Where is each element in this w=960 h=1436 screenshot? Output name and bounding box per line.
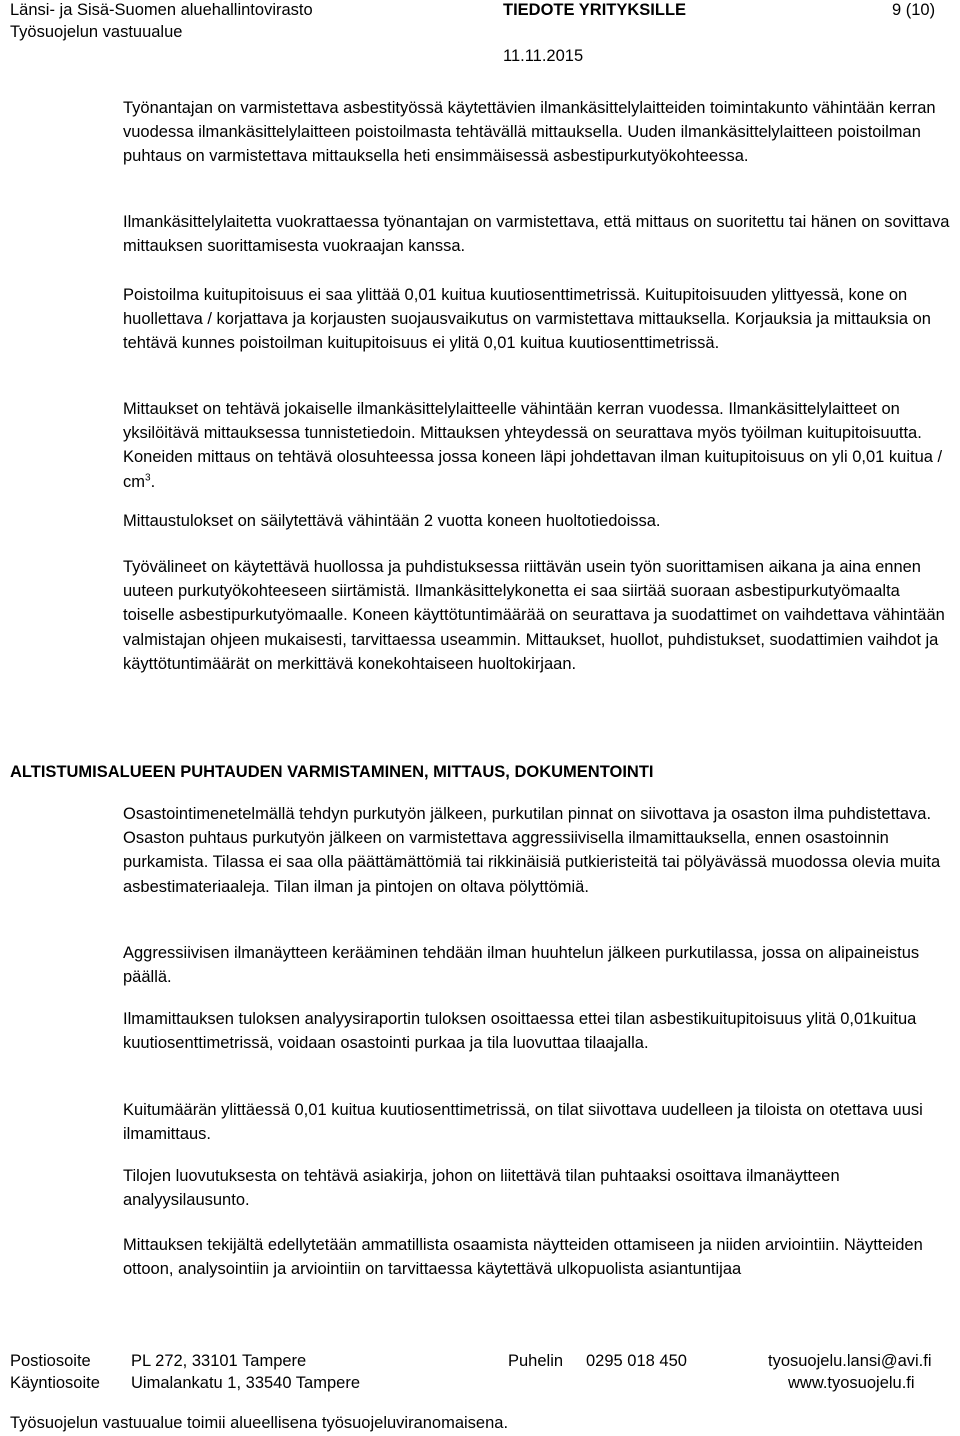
section2-p6-block <box>123 1233 953 1281</box>
section1-p3-block <box>123 283 953 356</box>
section1-p6-block <box>123 555 953 676</box>
paragraph: Työvälineet on käytettävä huollossa ja puhdistuksessa riittävän usein työn suorittamisen aikana ja aina ennen uuteen purkutyökohteeseen siirtämistä. Ilmankäsittelykonetta ei saa siirtää suoraan asbestipurkutyömaalta toiselle asbestipurkutyömaalle. Koneen käyttötuntimäärää on seurattava ja suodattimet on vaihdettava vähintään valmistajan ohjeen mukaisesti, tarvittaessa useammin. Mittaukset, huollot, puhdistukset, suodattimien vaihdot ja käyttötuntimäärät on merkittävä konekohtaiseen huoltokirjaan. <box>123 558 945 673</box>
paragraph-end: . <box>150 472 156 491</box>
paragraph <box>123 397 953 494</box>
footer-email[interactable]: tyosuojelu.lansi@avi.fi <box>768 1352 932 1370</box>
paragraph: Mittauksen tekijältä edellytetään ammatillista osaamista näytteiden ottamiseen ja niiden arviointiin. Näytteiden ottoon, analysointiin ja arviointiin on tarvittaessa käytettävä ulkopuolista asiantuntijaa <box>123 1236 923 1279</box>
paragraph: Poistoilma kuitupitoisuus ei saa ylittää 0,01 kuitua kuutiosenttimetrissä. Kuitupitoisuuden ylittyessä, kone on huollettava / korjattava ja korjausten suojausvaikutus on varmistettava mittauksella. Korjauksia ja mittauksia on tehtävä kunnes poistoilman kuitupitoisuus ei ylitä 0,01 kuitua kuutiosenttimetrissä. <box>123 286 931 353</box>
footer-phone-label: Puhelin <box>508 1352 564 1370</box>
section2-p5-block <box>123 1164 953 1212</box>
header-date: 11.11.2015 <box>503 47 584 65</box>
section1-p2-block <box>123 210 953 258</box>
paragraph: Ilmankäsittelylaitetta vuokrattaessa työnantajan on varmistettava, että mittaus on suoritettu tai hänen on sovittava mittauksen suorittamisesta vuokraajan kanssa. <box>123 213 950 256</box>
paragraph: Ilmamittauksen tuloksen analyysiraportin tuloksen osoittaessa ettei tilan asbestikuitupitoisuus ylitä 0,01kuitua kuutiosenttimetrissä, voidaan osastointi purkaa ja tila luovuttaa tilaajalla. <box>123 1010 917 1053</box>
superscript: 3 <box>145 472 151 484</box>
footer-visit-value: Uimalankatu 1, 33540 Tampere <box>131 1374 361 1392</box>
paragraph: Työnantajan on varmistettava asbestityössä käytettävien ilmankäsittelylaitteiden toimintakunto vähintään kerran vuodessa ilmankäsittelylaitteen poistoilmasta tehtävällä mittauksella. Uuden ilmankäsittelylaitteen poistoilman puhtaus on varmistettava mittauksella heti ensimmäisessä asbestipurkutyökohteessa. <box>123 99 936 166</box>
section-heading: ALTISTUMISALUEEN PUHTAUDEN VARMISTAMINEN, MITTAUS, DOKUMENTOINTI <box>10 763 654 781</box>
footer-postal-value: PL 272, 33101 Tampere <box>131 1352 307 1370</box>
section2-p4-block <box>123 1098 953 1146</box>
section1 <box>123 96 953 169</box>
header-page-number: 9 (10) <box>892 1 936 19</box>
footer-postal-label: Postiosoite <box>10 1352 91 1370</box>
paragraph: Osastointimenetelmällä tehdyn purkutyön jälkeen, purkutilan pinnat on siivottava ja osaston ilma puhdistettava. Osaston puhtaus purkutyön jälkeen on varmistettava aggressiivisella ilmamittauksella, ennen osastoinnin purkamista. Tilassa ei saa olla päättämättömiä tai rikkinäisiä putkieristeitä tai pölyävässä muodossa olevia muita asbestimateriaaleja. Tilan ilman ja pintojen on oltava pölyttömiä. <box>123 805 941 896</box>
header-org: Länsi- ja Sisä-Suomen aluehallintovirasto <box>10 1 313 19</box>
section2-p2-block <box>123 941 953 989</box>
footer-note: Työsuojelun vastuualue toimii alueellisena työsuojeluviranomaisena. <box>10 1414 509 1432</box>
footer-phone-value: 0295 018 450 <box>586 1352 687 1370</box>
paragraph-text: Mittaukset on tehtävä jokaiselle ilmankäsittelylaitteelle vähintään kerran vuodessa. Ilmankäsittelylaitteet on yksilöitävä mittauksessa tunnistetiedoin. Mittauksen yhteydessä on seurattava myös työilman kuitupitoisuutta. Koneiden mittaus on tehtävä olosuhteessa jossa koneen läpi johdettavan ilman kuitupitoisuus on yli 0,01 kuitua / cm <box>123 400 943 491</box>
paragraph: Kuitumäärän ylittäessä 0,01 kuitua kuutiosenttimetrissä, on tilat siivottava uudelleen ja tiloista on otettava uusi ilmamittaus. <box>123 1101 923 1144</box>
paragraph: Tilojen luovutuksesta on tehtävä asiakirja, johon on liitettävä tilan puhtaaksi osoittava ilmanäytteen analyysilausunto. <box>123 1167 840 1210</box>
paragraph: Mittaustulokset on säilytettävä vähintään 2 vuotta koneen huoltotiedoissa. <box>123 512 661 530</box>
header-unit: Työsuojelun vastuualue <box>10 23 183 41</box>
section1-p4-block <box>123 397 953 494</box>
section2-p1-block <box>123 802 953 899</box>
section2-p3-block <box>123 1007 953 1055</box>
footer-web[interactable]: www.tyosuojelu.fi <box>788 1374 915 1392</box>
header-doc-type: TIEDOTE YRITYKSILLE <box>503 1 687 19</box>
footer-visit-label: Käyntiosoite <box>10 1374 100 1392</box>
section1-p5-block <box>123 509 953 533</box>
paragraph: Aggressiivisen ilmanäytteen kerääminen tehdään ilman huuhtelun jälkeen purkutilassa, jossa on alipaineistus päällä. <box>123 944 920 987</box>
